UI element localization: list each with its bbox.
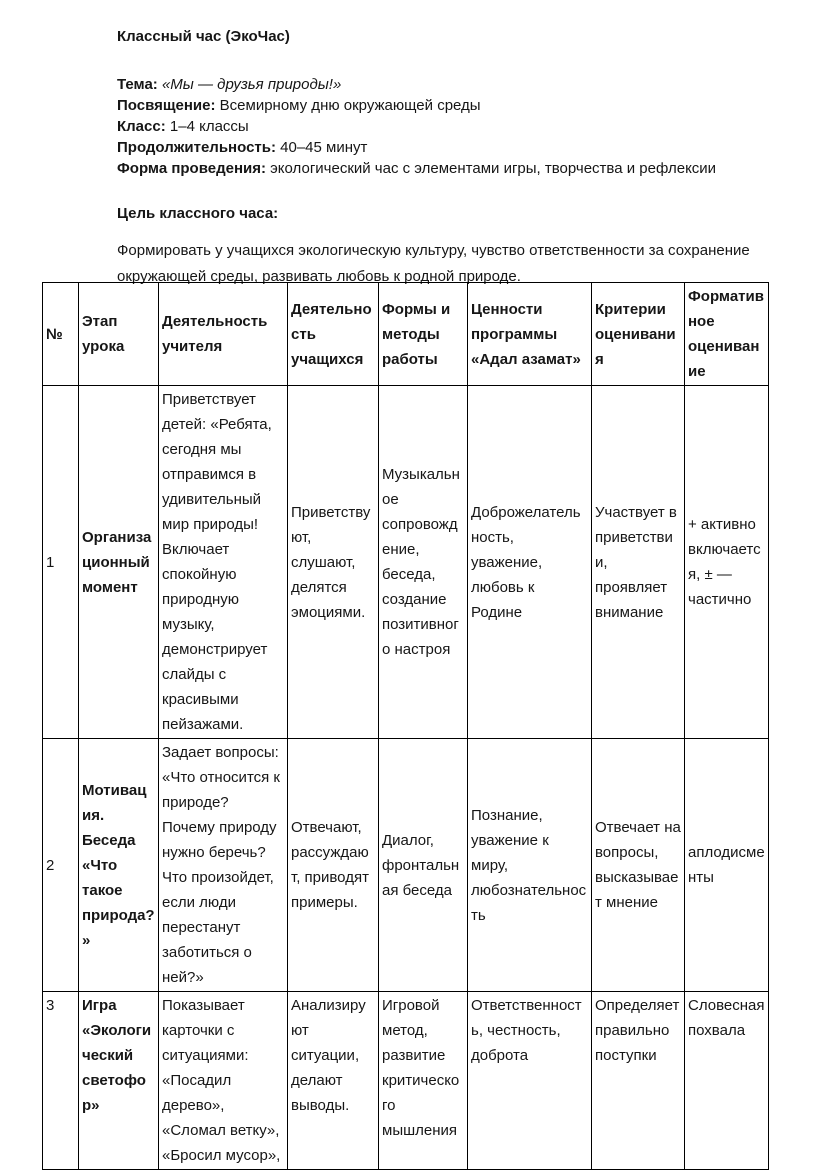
meta-theme-value: «Мы — друзья природы!»	[161, 76, 342, 93]
cell-formative-assessment: + активно включается, ± — частично	[685, 386, 769, 739]
meta-duration-value: 40–45 минут	[280, 139, 368, 156]
cell-teacher-activity: Показывает карточки с ситуациями: «Посадил дерево», «Сломал ветку», «Бросил мусор»,	[159, 992, 288, 1170]
cell-forms-methods: Диалог, фронтальная беседа	[379, 739, 468, 992]
table-header-row	[43, 283, 769, 386]
meta-theme	[117, 74, 769, 95]
table-row	[43, 992, 769, 1170]
meta-theme-label: Тема:	[117, 76, 158, 93]
cell-number: 1	[43, 386, 79, 739]
document-header-block	[117, 27, 769, 290]
cell-forms-methods: Музыкальное сопровождение, беседа, создание позитивного настроя	[379, 386, 468, 739]
cell-stage: Мотивация. Беседа «Что такое природа?»	[79, 739, 159, 992]
goal-paragraph: Формировать у учащихся экологическую культуру, чувство ответственности за сохранение окружающей среды, развивать любовь к родной природе.	[117, 242, 750, 285]
meta-grade	[117, 116, 769, 137]
meta-dedication-label: Посвящение:	[117, 97, 216, 114]
cell-number: 2	[43, 739, 79, 992]
header-teacher-activity: Деятельность учителя	[159, 283, 288, 386]
cell-teacher-activity: Приветствует детей: «Ребята, сегодня мы отправимся в удивительный мир природы! Включает спокойную природную музыку, демонстрирует слайды с красивыми пейзажами.	[159, 386, 288, 739]
meta-grade-label: Класс:	[117, 118, 166, 135]
meta-format-label: Форма проведения:	[117, 160, 266, 177]
meta-duration	[117, 137, 769, 158]
cell-assessment-criteria: Отвечает на вопросы, высказывает мнение	[592, 739, 685, 992]
cell-student-activity: Анализируют ситуации, делают выводы.	[288, 992, 379, 1170]
cell-forms-methods: Игровой метод, развитие критического мышления	[379, 992, 468, 1170]
meta-dedication-value: Всемирному дню окружающей среды	[219, 97, 481, 114]
meta-dedication	[117, 95, 769, 116]
header-assessment-criteria: Критерии оценивания	[592, 283, 685, 386]
meta-format-value: экологический час с элементами игры, творчества и рефлексии	[270, 160, 717, 177]
doc-title: Классный час (ЭкоЧас)	[117, 28, 290, 45]
table-row	[43, 739, 769, 992]
header-stage: Этап урока	[79, 283, 159, 386]
cell-assessment-criteria: Участвует в приветствии, проявляет внимание	[592, 386, 685, 739]
cell-program-values: Познание, уважение к миру, любознательность	[468, 739, 592, 992]
cell-program-values: Ответственность, честность, доброта	[468, 992, 592, 1170]
cell-program-values: Доброжелательность, уважение, любовь к Родине	[468, 386, 592, 739]
meta-grade-value: 1–4 классы	[169, 118, 249, 135]
header-program-values: Ценности программы «Адал азамат»	[468, 283, 592, 386]
meta-duration-label: Продолжительность:	[117, 139, 276, 156]
cell-formative-assessment: Словесная похвала	[685, 992, 769, 1170]
cell-number: 3	[43, 992, 79, 1170]
cell-stage: Организационный момент	[79, 386, 159, 739]
cell-student-activity: Отвечают, рассуждают, приводят примеры.	[288, 739, 379, 992]
header-student-activity: Деятельность учащихся	[288, 283, 379, 386]
header-formative-assessment: Формативное оценивание	[685, 283, 769, 386]
lesson-plan-table	[42, 282, 769, 1170]
header-forms-methods: Формы и методы работы	[379, 283, 468, 386]
cell-assessment-criteria: Определяет правильно поступки	[592, 992, 685, 1170]
meta-format	[117, 158, 769, 179]
table-row	[43, 386, 769, 739]
cell-stage: Игра «Экологический светофор»	[79, 992, 159, 1170]
cell-student-activity: Приветствуют, слушают, делятся эмоциями.	[288, 386, 379, 739]
goal-heading: Цель классного часа:	[117, 205, 279, 222]
header-number: №	[43, 283, 79, 386]
cell-formative-assessment: аплодисменты	[685, 739, 769, 992]
cell-teacher-activity: Задает вопросы: «Что относится к природе? Почему природу нужно беречь? Что произойдет, если люди перестанут заботиться о ней?»	[159, 739, 288, 992]
